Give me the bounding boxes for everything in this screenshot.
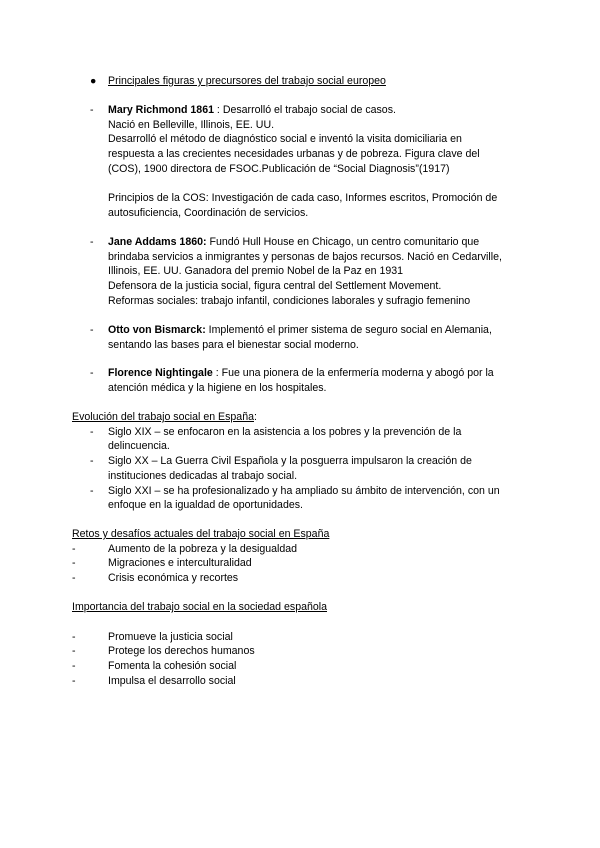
list-item: Aumento de la pobreza y la desigualdad (108, 542, 298, 555)
list-item: Crisis económica y recortes (108, 572, 239, 585)
figure-name: Mary Richmond 1861 (108, 104, 214, 116)
figure-name: Jane Addams 1860: (108, 236, 207, 248)
list-item: Migraciones e interculturalidad (108, 557, 252, 570)
list-item: Siglo XX – La Guerra Civil Española y la posguerra impulsaron la creación de (108, 455, 472, 468)
top-heading: Principales figuras y precursores del trabajo social europeo (108, 75, 386, 87)
list-item: Siglo XXI – se ha profesionalizado y ha ampliado su ámbito de intervención, con un (108, 484, 500, 497)
figure-text-line: Reformas sociales: trabajo infantil, condiciones laborales y sufragio femenino (108, 294, 471, 307)
list-item: Promueve la justicia social (108, 630, 233, 643)
figure-text-line: Desarrolló el método de diagnóstico social e inventó la visita domiciliaria en (108, 133, 462, 146)
list-dash: - (90, 367, 94, 379)
list-item: delincuencia. (108, 440, 170, 453)
list-item: Impulsa el desarrollo social (108, 674, 236, 687)
list-dash: - (72, 659, 76, 672)
list-dash: - (90, 104, 94, 116)
figure-text-line: brindaba servicios a inmigrantes y personas de bajos recursos. Nació en Cedarville, (108, 250, 502, 263)
list-dash: - (72, 645, 76, 658)
figure-florence-line-1: Florence Nightingale : Fue una pionera de la enfermería moderna y abogó por la (108, 367, 494, 379)
figure-text-line: Defensora de la justicia social, figura central del Settlement Movement. (108, 280, 442, 293)
figure-text-line: Principios de la COS: Investigación de cada caso, Informes escritos, Promoción de (108, 192, 498, 204)
figure-text-line: autosuficiencia, Coordinación de servicios. (108, 206, 309, 219)
section-heading-importancia: Importancia del trabajo social en la sociedad española (72, 601, 328, 613)
figure-otto-line-1: Otto von Bismarck: Implementó el primer sistema de seguro social en Alemania, (108, 324, 492, 336)
list-dash: - (72, 557, 76, 570)
bullet-dot: ● (90, 75, 97, 87)
list-dash: - (90, 425, 94, 438)
list-dash: - (90, 324, 94, 336)
figure-name: Otto von Bismarck: (108, 324, 206, 336)
list-dash: - (72, 674, 76, 687)
figure-text-line: atención médica y la higiene en los hospitales. (108, 381, 327, 394)
list-dash: - (90, 484, 94, 497)
list-item: instituciones dedicadas al trabajo social. (108, 469, 298, 482)
figure-text-line: respuesta a las crecientes necesidades urbanas y de pobreza. Figura clave del (108, 148, 480, 161)
list-item: Siglo XIX – se enfocaron en la asistencia a los pobres y la prevención de la (108, 425, 462, 438)
figure-name: Florence Nightingale (108, 367, 213, 379)
figure-text-line: (COS), 1900 directora de FSOC.Publicación de “Social Diagnosis”(1917) (108, 162, 450, 175)
section-heading-retos: Retos y desafíos actuales del trabajo social en España (72, 528, 330, 540)
figure-text-line: Nació en Belleville, Illinois, EE. UU. (108, 118, 275, 131)
figure-mary-line-1: Mary Richmond 1861 : Desarrolló el trabajo social de casos. (108, 104, 396, 116)
list-dash: - (90, 455, 94, 468)
list-dash: - (72, 542, 76, 555)
list-dash: - (90, 236, 94, 248)
figure-jane-line-1: Jane Addams 1860: Fundó Hull House en Chicago, un centro comunitario que (108, 236, 480, 248)
list-dash: - (72, 572, 76, 585)
figure-text-line: Illinois, EE. UU. Ganadora del premio Nobel de la Paz en 1931 (108, 265, 404, 278)
list-item: Protege los derechos humanos (108, 645, 255, 658)
list-item: Fomenta la cohesión social (108, 659, 237, 672)
section-heading-evolucion: Evolución del trabajo social en España: (72, 411, 257, 423)
figure-text-line: sentando las bases para el bienestar social moderno. (108, 338, 359, 351)
list-item: enfoque en la igualdad de oportunidades. (108, 499, 303, 512)
list-dash: - (72, 630, 76, 643)
